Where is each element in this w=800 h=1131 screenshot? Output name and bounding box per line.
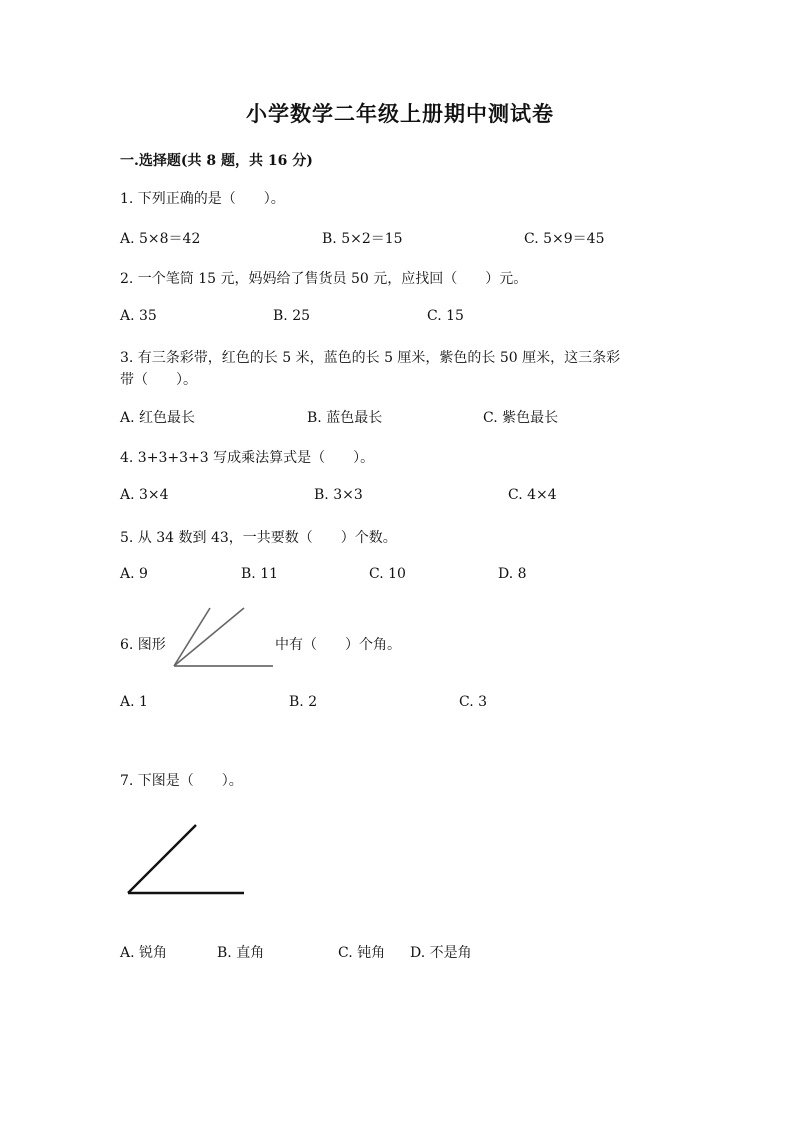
q6-option-a: A. 1: [120, 694, 148, 710]
q4-option-b: B. 3×3: [314, 487, 363, 503]
q3-option-c: C. 紫色最长: [483, 410, 559, 426]
q5-option-d: D. 8: [498, 566, 527, 582]
q5-option-a: A. 9: [120, 566, 148, 582]
q1-option-c: C. 5×9＝45: [524, 231, 605, 247]
question-1: 1. 下列正确的是（ ）。: [120, 191, 285, 207]
question-7: 7. 下图是（ ）。: [120, 773, 243, 789]
q2-option-b: B. 25: [273, 308, 311, 324]
q3-option-b: B. 蓝色最长: [307, 410, 383, 426]
q5-option-b: B. 11: [241, 566, 279, 582]
acute-angle-figure: [120, 818, 250, 900]
page-title: 小学数学二年级上册期中测试卷: [246, 101, 554, 126]
q2-option-c: C. 15: [427, 308, 464, 324]
two-angles-figure: [160, 600, 280, 672]
question-3-line-2: 带（ ）。: [120, 372, 197, 388]
q6-option-b: B. 2: [289, 694, 318, 710]
q6-option-c: C. 3: [459, 694, 488, 710]
question-6-suffix: 中有（ ）个角。: [275, 637, 401, 653]
q5-option-c: C. 10: [369, 566, 406, 582]
q1-option-b: B. 5×2＝15: [322, 231, 403, 247]
question-2: 2. 一个笔筒 15 元，妈妈给了售货员 50 元，应找回（ ）元。: [120, 271, 528, 287]
q4-option-c: C. 4×4: [508, 487, 557, 503]
q7-option-b: B. 直角: [217, 945, 265, 961]
question-3-line-1: 3. 有三条彩带，红色的长 5 米，蓝色的长 5 厘米，紫色的长 50 厘米，这三条彩: [120, 350, 621, 366]
q7-option-d: D. 不是角: [410, 945, 472, 961]
q3-option-a: A. 红色最长: [120, 410, 196, 426]
question-5: 5. 从 34 数到 43，一共要数（ ）个数。: [120, 530, 397, 546]
q1-option-a: A. 5×8＝42: [120, 231, 201, 247]
question-4: 4. 3+3+3+3 写成乘法算式是（ ）。: [120, 450, 375, 466]
q7-option-a: A. 锐角: [120, 945, 168, 961]
question-6-prefix: 6. 图形: [120, 637, 166, 653]
q4-option-a: A. 3×4: [120, 487, 169, 503]
q2-option-a: A. 35: [120, 308, 157, 324]
q7-option-c: C. 钝角: [338, 945, 386, 961]
section-heading: 一.选择题(共 8 题，共 16 分): [120, 153, 313, 169]
